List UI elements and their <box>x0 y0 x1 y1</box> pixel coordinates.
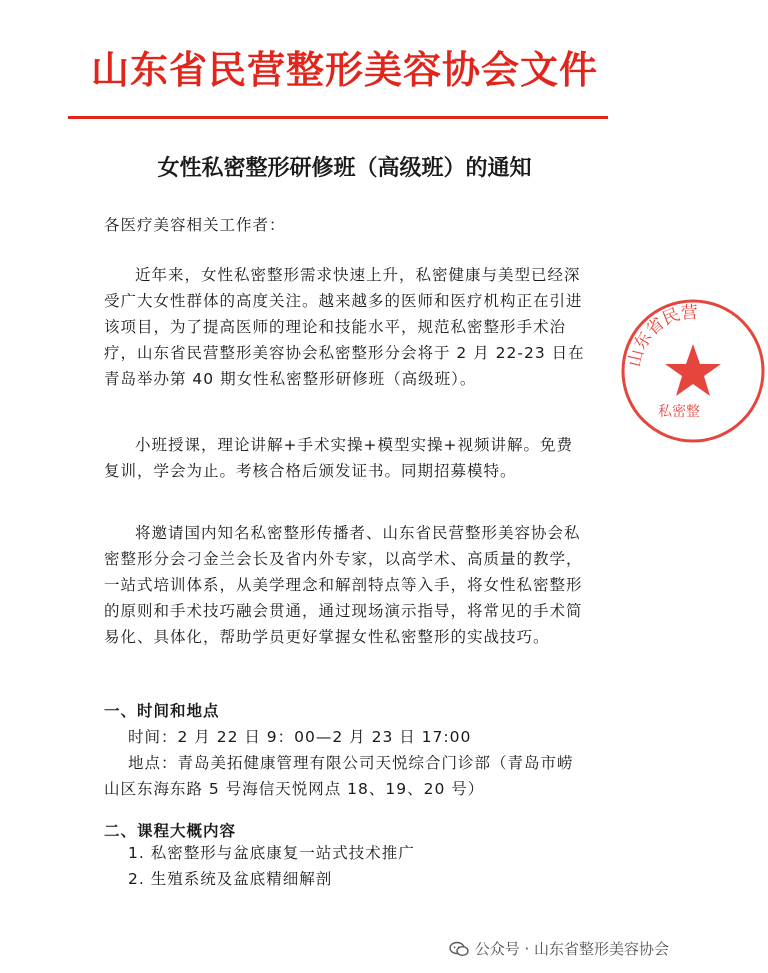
event-time: 时间：2 月 22 日 9：00—2 月 23 日 17:00 <box>128 728 472 746</box>
seal-text-bottom: 私密整 <box>658 404 700 420</box>
course-list <box>128 840 415 892</box>
org-header-title: 山东省民营整形美容协会文件 <box>90 47 598 92</box>
notice-title: 女性私密整形研修班（高级班）的通知 <box>157 156 532 181</box>
svg-text:山东省民营 <box>625 303 699 369</box>
course-item: 2. 生殖系统及盆底精细解剖 <box>128 870 333 888</box>
paragraph-intro: 近年来，女性私密整形需求快速上升，私密健康与美型已经深受广大女性群体的高度关注。越来越多的医师和医疗机构正在引进该项目，为了提高医师的理论和技能水平，规范私密整形手术治疗，山东省民营整形美容协会私密整形分会将于 2 月 22-23 日在青岛举办第 40 期女性私密整形研修班（高级班）。 <box>104 266 585 388</box>
header-red-rule <box>68 116 608 119</box>
paragraph-format: 小班授课，理论讲解+手术实操+模型实操+视频讲解。免费复训，学会为止。考核合格后颁发证书。同期招募模特。 <box>104 436 573 480</box>
official-seal-stamp <box>618 296 768 446</box>
wechat-icon <box>449 941 469 957</box>
paragraph-faculty: 将邀请国内知名私密整形传播者、山东省民营整形美容协会私密整形分会刁金兰会长及省内外专家，以高学术、高质量的教学，一站式培训体系，从美学理念和解剖特点等入手，将女性私密整形的原则和手术技巧融会贯通，通过现场演示指导，将常见的手术简易化、具体化，帮助学员更好掌握女性私密整形的实战技巧。 <box>104 524 583 646</box>
section-heading-course: 二、课程大概内容 <box>104 822 237 840</box>
seal-star-icon <box>665 344 721 396</box>
event-location: 地点：青岛美拓健康管理有限公司天悦综合门诊部（青岛市崂山区东海东路 5 号海信天悦网点 18、19、20 号） <box>104 754 574 798</box>
section-heading-time-location: 一、时间和地点 <box>104 702 220 720</box>
wechat-watermark <box>449 938 669 959</box>
watermark-text: 公众号 · 山东省整形美容协会 <box>474 940 669 958</box>
seal-text-top: 山东省民营 <box>624 302 699 369</box>
salutation: 各医疗美容相关工作者： <box>104 216 286 234</box>
course-item: 1. 私密整形与盆底康复一站式技术推广 <box>128 844 415 862</box>
